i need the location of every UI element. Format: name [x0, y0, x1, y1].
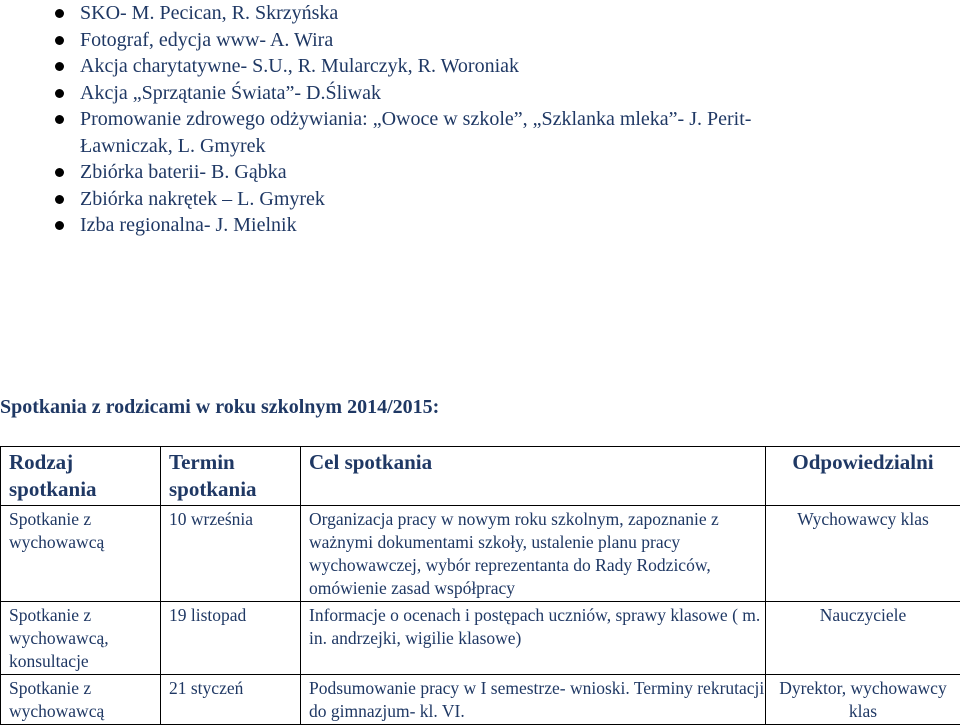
header-meeting-purpose: Cel spotkania	[301, 447, 766, 506]
cell-text: 10 września	[169, 508, 300, 531]
bullet-dot-icon	[55, 168, 64, 177]
cell-meeting-type	[1, 602, 161, 675]
list-item-text: Promowanie zdrowego odżywiania: „Owoce w szkole”, „Szklanka mleka”- J. Perit-Ławniczak, L. Gmyrek	[80, 108, 751, 157]
list-item	[0, 212, 960, 239]
cell-meeting-purpose	[301, 675, 766, 725]
cell-text: 19 listopad	[169, 604, 300, 627]
cell-meeting-date	[161, 602, 301, 675]
cell-responsible	[766, 506, 960, 602]
responsibilities-list	[0, 0, 960, 239]
cell-meeting-date	[161, 506, 301, 602]
table-row	[1, 602, 960, 675]
bullet-dot-icon	[55, 221, 64, 230]
cell-text: Organizacja pracy w nowym roku szkolnym, zapoznanie z ważnymi dokumentami szkoły, ustalenie planu pracy wychowawczej, wybór reprezentanta do Rady Rodziców, omówienie zasad współpracy	[309, 508, 765, 600]
bullet-dot-icon	[55, 9, 64, 18]
list-item	[0, 106, 960, 159]
cell-text: Spotkanie z wychowawcą	[9, 677, 160, 723]
list-item-text: Akcja „Sprzątanie Świata”- D.Śliwak	[80, 82, 381, 104]
list-item	[0, 159, 960, 186]
cell-responsible	[766, 675, 960, 725]
header-responsible: Odpowiedzialni	[766, 447, 960, 506]
list-item	[0, 186, 960, 213]
list-item	[0, 27, 960, 54]
list-item-text: Izba regionalna- J. Mielnik	[80, 214, 297, 236]
cell-text: 21 styczeń	[169, 677, 300, 700]
bullet-dot-icon	[55, 195, 64, 204]
list-item-text: SKO- M. Pecican, R. Skrzyńska	[80, 2, 338, 24]
list-item-text: Zbiórka nakrętek – L. Gmyrek	[80, 188, 325, 210]
cell-text: Nauczyciele	[766, 604, 960, 627]
bullet-dot-icon	[55, 115, 64, 124]
cell-meeting-type	[1, 506, 161, 602]
cell-meeting-date	[161, 675, 301, 725]
cell-text: Spotkanie z wychowawcą, konsultacje	[9, 604, 160, 673]
list-item	[0, 53, 960, 80]
cell-meeting-purpose	[301, 506, 766, 602]
cell-text: Spotkanie z wychowawcą	[9, 508, 160, 554]
bullet-dot-icon	[55, 36, 64, 45]
table-row	[1, 506, 960, 602]
bullet-dot-icon	[55, 89, 64, 98]
header-meeting-type: Rodzaj spotkania	[1, 447, 161, 506]
table-header-row	[1, 447, 960, 506]
list-item-text: Zbiórka baterii- B. Gąbka	[80, 161, 287, 183]
cell-text: Podsumowanie pracy w I semestrze- wnioski. Terminy rekrutacji do gimnazjum- kl. VI.	[309, 677, 765, 723]
list-item-text: Fotograf, edycja www- A. Wira	[80, 29, 333, 51]
bullet-dot-icon	[55, 62, 64, 71]
parent-meetings-table	[0, 446, 960, 725]
section-heading: Spotkania z rodzicami w roku szkolnym 2014/2015:	[0, 396, 439, 419]
header-meeting-date: Termin spotkania	[161, 447, 301, 506]
cell-meeting-purpose	[301, 602, 766, 675]
list-item-text: Akcja charytatywne- S.U., R. Mularczyk, R. Woroniak	[80, 55, 519, 77]
cell-text: Wychowawcy klas	[766, 508, 960, 531]
cell-meeting-type	[1, 675, 161, 725]
cell-text: Dyrektor, wychowawcy klas	[766, 677, 960, 723]
cell-responsible	[766, 602, 960, 675]
list-item	[0, 0, 960, 27]
table-row	[1, 675, 960, 725]
list-item	[0, 80, 960, 107]
cell-text: Informacje o ocenach i postępach uczniów, sprawy klasowe ( m. in. andrzejki, wigilie klasowe)	[309, 604, 765, 650]
